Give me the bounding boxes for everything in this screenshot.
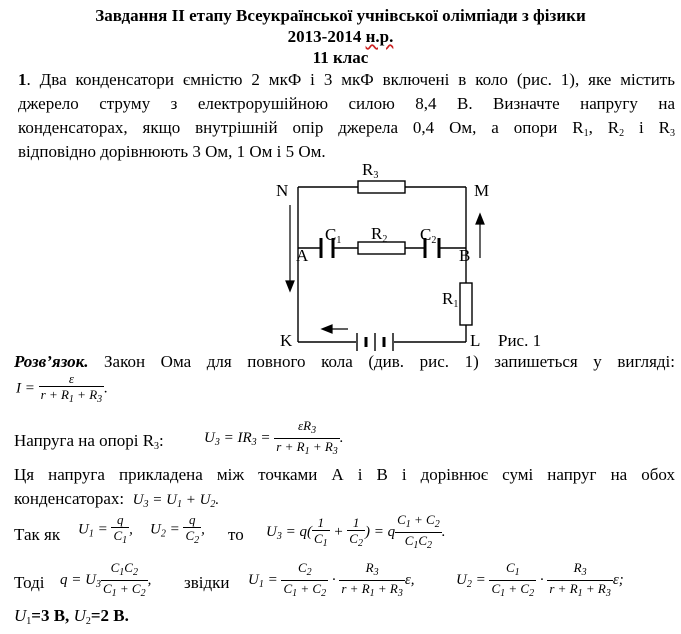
label-l: L — [470, 331, 481, 350]
label-c1: $C_1$ — [325, 225, 342, 246]
formula-ohm: I = $\frac{\varepsilon}{r + R_1 + R_3}$ . — [16, 371, 108, 405]
label-n: N — [276, 181, 289, 200]
solution-line-c1: Ця напруга прикладена між точками А і В і дорівнює сумі напруг на обох — [14, 465, 675, 484]
then-label: то — [228, 525, 244, 544]
solution-line-c2: конденсаторах: $U_3 = U_1 + U_2$. — [14, 489, 220, 510]
problem-text-3c: і R — [624, 118, 671, 137]
problem-text-3b: , R — [588, 118, 620, 137]
whence-pre-label: Тоді — [14, 573, 45, 592]
solution-line-1 — [14, 350, 675, 374]
label-r3: $R_3$ — [362, 160, 379, 181]
sub-2: 2 — [619, 128, 625, 139]
answer-u1: =3 В, — [31, 606, 70, 625]
header-title-line1: Завдання ІІ етапу Всеукраїнської учнівської олімпіади з фізики — [95, 6, 586, 25]
label-r2: $R_2$ — [371, 224, 388, 245]
label-c2: $C_2$ — [420, 225, 437, 246]
header-year: 2013-2014 — [287, 27, 362, 46]
problem-line-2: джерело струму з електрорушійною силою 8,4 В. Визначте напругу на — [18, 94, 675, 113]
resistor-r1 — [460, 283, 472, 325]
formula-u1-final: $U_1$ = $\frac{C_2}{C_1 + C_2}$ · $\frac{R_3}{r + R_1 + R_3}$ ε, — [248, 560, 415, 599]
circuit-wires — [298, 181, 472, 342]
answer-line: $U_1=3$ В, $U_2=2$ В. — [14, 606, 129, 627]
label-a: A — [296, 246, 309, 265]
figure-caption: Рис. 1 — [498, 331, 542, 350]
formula-q: $q = U_3$ $\frac{C_1C_2}{C_1 + C_2}$ , — [60, 560, 152, 599]
voltage-label: Напруга на опорі $R_3$: — [14, 431, 164, 452]
solution-heading: Розв’язок. — [14, 352, 89, 371]
header-grade: 11 клас — [312, 48, 369, 67]
since-label: Так як — [14, 525, 61, 544]
label-r1: $R_1$ — [442, 289, 459, 310]
label-m: M — [474, 181, 490, 200]
formula-u3: $U_3 = IR_3$ = $\frac{\varepsilon R_3}{r + R_1 + R_3}$ . — [204, 418, 344, 457]
problem-number: 1 — [18, 70, 27, 89]
formula-u2-final: $U_2$ = $\frac{C_1}{C_1 + C_2}$ · $\frac{R_3}{r + R_1 + R_3}$ ε; — [456, 560, 624, 599]
sub-3: 3 — [670, 128, 676, 139]
label-k: K — [280, 331, 293, 350]
problem-text-1: . Два конденсатори ємністю 2 мкФ і 3 мкФ включені в коло (рис. 1), яке містить — [26, 70, 675, 89]
formula-u1-q: $U_1$ = $\frac{q}{C_1}$ , — [78, 512, 133, 546]
problem-text-3a: конденсаторах, якщо внутрішній опір джерела 0,4 Ом, а опори R — [18, 118, 584, 137]
whence-label: звідки — [184, 573, 230, 592]
battery — [357, 333, 393, 351]
formula-u3-q: $U_3 = q$( $\frac{1}{C_1}$ + $\frac{1}{C_2}$ ) = q $\frac{C_1 + C_2}{C_1C_2}$ . — [266, 512, 446, 551]
formula-u2-q: $U_2$ = $\frac{q}{C_2}$ , — [150, 512, 205, 546]
problem-line-4: відповідно дорівнюють 3 Ом, 1 Ом і 5 Ом. — [18, 142, 326, 161]
answer-u2: =2 В. — [90, 606, 129, 625]
sub-1: 1 — [583, 128, 589, 139]
label-b: B — [459, 246, 471, 265]
header-year-abbr: н.р. — [365, 27, 394, 46]
solution-text-1: Закон Ома для повного кола (див. рис. 1) запишеться у вигляді: — [88, 352, 675, 371]
